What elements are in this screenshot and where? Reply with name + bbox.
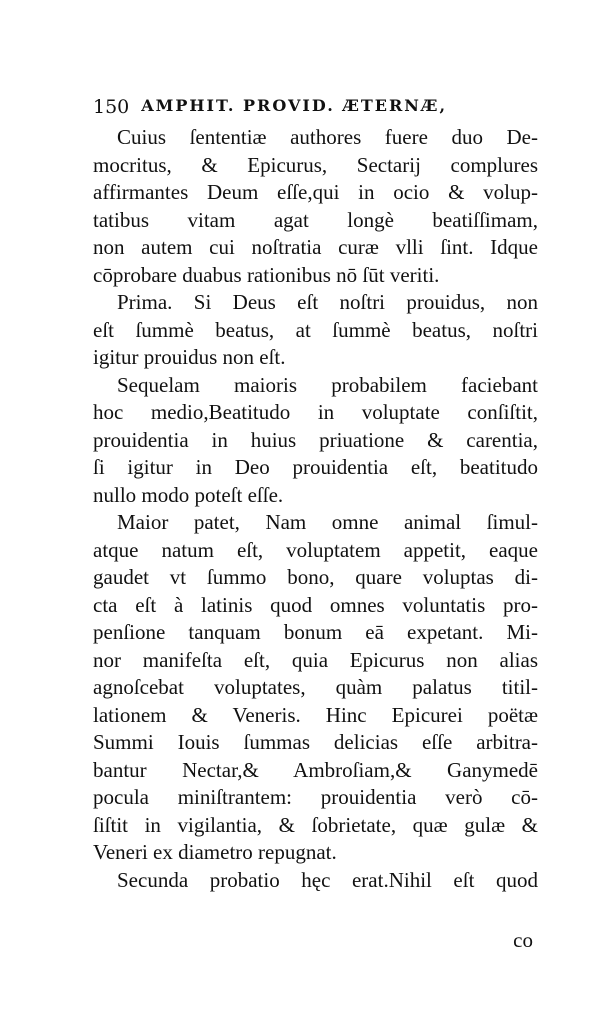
- text-line: agnoſcebat voluptates, quàm palatus titil-: [93, 675, 538, 699]
- text-line: bantur Nectar,& Ambroſiam,& Ganymedē: [93, 757, 538, 782]
- text-line: Sequelam maioris probabilem faciebant: [117, 372, 538, 397]
- text-line: atque natum eſt, voluptatem appetit, eaque: [93, 537, 538, 562]
- catchword: co: [513, 928, 533, 952]
- page-number: 150: [93, 96, 130, 118]
- text-line: Maior patet, Nam omne animal ſimul-: [117, 510, 538, 534]
- running-header: [93, 96, 538, 118]
- text-line: ſi igitur in Deo prouidentia eſt, beatitudo: [93, 455, 538, 479]
- running-title: AMPHIT. PROVID. ÆTERNÆ,: [141, 96, 448, 115]
- text-line: Prima. Si Deus eſt noſtri prouidus, non: [117, 290, 538, 314]
- text-line: Summi Iouis ſummas delicias eſſe arbitra-: [93, 730, 538, 754]
- text-line: Veneri ex diametro repugnat.: [93, 840, 337, 864]
- body-text: [93, 124, 538, 894]
- text-line: hoc medio,Beatitudo in voluptate conſiſtit,: [93, 400, 538, 424]
- text-line: nullo modo poteſt eſſe.: [93, 482, 284, 507]
- text-line: cōprobare duabus rationibus nō ſūt veriti.: [93, 262, 440, 287]
- text-line: Secunda probatio hęc erat.Nihil eſt quod: [117, 867, 538, 892]
- text-line: non autem cui noſtratia curæ vlli ſint. Idque: [93, 235, 538, 259]
- text-line: penſione tanquam bonum eā expetant. Mi-: [93, 620, 538, 644]
- text-line: ſiſtit in vigilantia, & ſobrietate, quæ gulæ &: [93, 812, 538, 837]
- text-line: prouidentia in huius priuatione & carentia,: [93, 427, 538, 452]
- text-line: cta eſt à latinis quod omnes voluntatis pro-: [93, 592, 538, 617]
- text-line: tatibus vitam agat longè beatiſſimam,: [93, 207, 538, 232]
- text-line: lationem & Veneris. Hinc Epicurei poëtæ: [93, 702, 538, 727]
- text-line: affirmantes Deum eſſe,qui in ocio & volup-: [93, 180, 538, 204]
- text-line: pocula miniſtrantem: prouidentia verò cō-: [93, 785, 538, 809]
- text-line: nor manifeſta eſt, quia Epicurus non alias: [93, 647, 538, 672]
- text-line: mocritus, & Epicurus, Sectarij complures: [93, 152, 538, 177]
- text-line: eſt ſummè beatus, at ſummè beatus, noſtri: [93, 317, 538, 342]
- text-line: igitur prouidus non eſt.: [93, 345, 286, 369]
- text-line: Cuius ſententiæ authores fuere duo De-: [117, 125, 538, 149]
- text-line: gaudet vt ſummo bono, quare voluptas di-: [93, 565, 538, 589]
